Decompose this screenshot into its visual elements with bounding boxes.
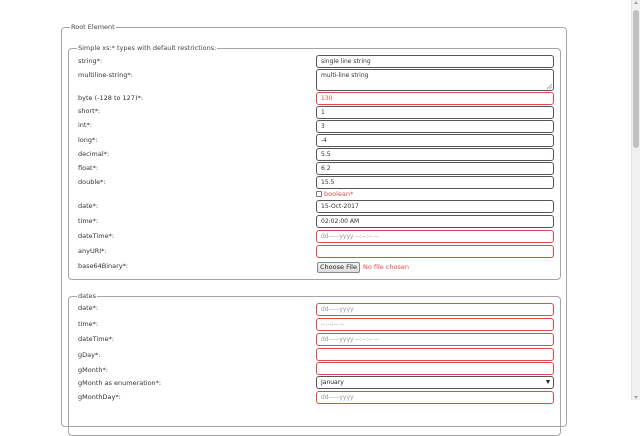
chevron-down-icon [546, 380, 550, 384]
anyuri-label: anyURI*: [78, 247, 107, 255]
datetime-input[interactable] [316, 230, 554, 243]
gmonth-enum-selected: January [321, 379, 344, 386]
scroll-down-icon[interactable] [634, 396, 638, 399]
gmonthday-label: gMonthDay*: [78, 393, 121, 401]
scroll-up-icon[interactable] [634, 1, 638, 4]
scrollbar-thumb[interactable] [633, 10, 639, 148]
datetime-label: dateTime*: [78, 232, 115, 240]
decimal-label: decimal*: [78, 150, 110, 158]
double-input[interactable]: 15.5 [316, 176, 554, 189]
choose-file-button[interactable]: Choose File [317, 262, 360, 273]
long-label: long*: [78, 136, 98, 144]
float-input[interactable]: 6.2 [316, 162, 554, 175]
simple-types-legend: Simple xs:* types with default restrictions: [78, 44, 217, 52]
anyuri-input[interactable] [316, 245, 554, 258]
gday-label: gDay*: [78, 351, 101, 359]
time-input[interactable]: 02:02:00 AM [316, 215, 554, 228]
time-label: time*: [78, 217, 99, 225]
multiline-string-value: multi-line string [321, 72, 369, 79]
date-input[interactable]: 15-Oct-2017 [316, 200, 554, 213]
dates-datetime-input[interactable] [316, 333, 554, 346]
short-label: short*: [78, 107, 101, 115]
boolean-checkbox[interactable] [316, 191, 322, 197]
gmonthday-input[interactable] [316, 391, 554, 404]
byte-label: byte (-128 to 127)*: [78, 94, 143, 102]
byte-input[interactable] [316, 92, 554, 105]
datetime-placeholder: dd-----yyyy --:--:-- -- [321, 233, 379, 240]
dates-date-label: date*: [78, 304, 99, 312]
gmonth-label: gMonth*: [78, 366, 108, 374]
root-element-legend: Root Element [71, 23, 115, 31]
dates-datetime-label: dateTime*: [78, 335, 115, 343]
base64binary-label: base64Binary*: [78, 262, 129, 270]
dates-datetime-placeholder: dd-----yyyy --:--:-- -- [321, 336, 379, 343]
boolean-label: boolean* [324, 190, 354, 198]
gday-input[interactable] [316, 348, 554, 361]
dates-time-placeholder: --:--:-- -- [321, 321, 345, 328]
int-input[interactable]: 3 [316, 120, 554, 133]
dates-date-placeholder: dd-----yyyy [321, 306, 354, 313]
gmonth-input[interactable] [316, 362, 554, 375]
gmonth-enum-select[interactable] [316, 376, 554, 389]
multiline-string-textarea[interactable] [316, 69, 554, 91]
string-label: string*: [78, 57, 103, 65]
decimal-input[interactable]: 5.5 [316, 148, 554, 161]
vertical-scrollbar[interactable] [631, 0, 640, 400]
dates-legend: dates [78, 292, 97, 300]
short-input[interactable]: 1 [316, 106, 554, 119]
gmonth-enum-label: gMonth as enumeration*: [78, 379, 162, 387]
date-label: date*: [78, 202, 99, 210]
dates-time-input[interactable] [316, 318, 554, 331]
double-label: double*: [78, 178, 106, 186]
resize-grip-icon[interactable] [547, 84, 552, 89]
multiline-string-label: multiline-string*: [78, 71, 133, 79]
int-label: int*: [78, 121, 92, 129]
string-input[interactable]: single line string [316, 55, 554, 68]
float-label: float*: [78, 164, 99, 172]
gmonthday-placeholder: dd-----yyyy [321, 394, 354, 401]
byte-value: 130 [321, 95, 333, 102]
dates-date-input[interactable] [316, 303, 554, 316]
dates-time-label: time*: [78, 320, 99, 328]
file-status-text: No file chosen [363, 263, 410, 271]
long-input[interactable]: -4 [316, 134, 554, 147]
